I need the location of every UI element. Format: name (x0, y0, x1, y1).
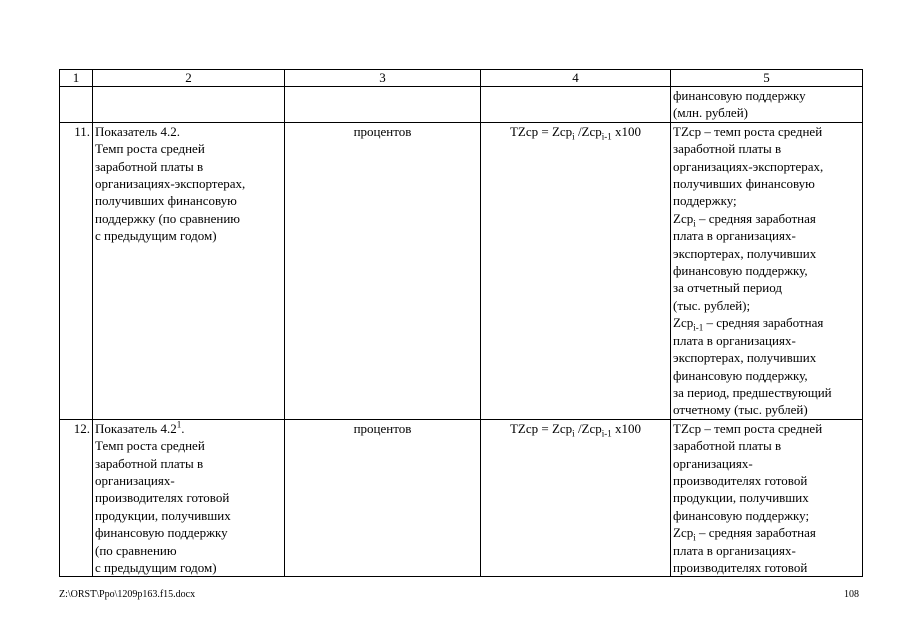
indicator-name-line: организациях- (95, 472, 175, 488)
desc-line: за период, предшествующий (673, 384, 832, 400)
desc-line (673, 524, 860, 541)
indicator-name-cell (93, 122, 285, 419)
desc-line: за отчетный период (673, 280, 782, 296)
desc-line: плата в организациях- (673, 228, 796, 244)
desc-part: – средняя заработная (703, 315, 824, 331)
indicator-name-line: с предыдущим годом) (95, 228, 217, 244)
formula-part: TZср = Zср (509, 123, 573, 139)
header-cell-2: 2 (93, 70, 285, 87)
indicator-name-line: заработной платы в (95, 455, 204, 471)
desc-line: заработной платы в (673, 141, 782, 157)
continuation-row (60, 87, 863, 123)
table-header-row (60, 70, 863, 87)
indicator-name-line: Темп роста средней (95, 438, 205, 454)
formula-part: /Zср (574, 420, 602, 436)
footer-page-number: 108 (844, 589, 859, 600)
formula-part: /Zср (574, 123, 602, 139)
desc-line: получивших финансовую (673, 176, 815, 192)
footer-file-path: Z:\ORST\Ppo\1209p163.f15.docx (59, 589, 196, 600)
title-part: Показатель 4.2 (95, 420, 177, 436)
indicator-name-line: Темп роста средней (95, 141, 205, 157)
indicator-name-cell (93, 419, 285, 577)
title-superscript: 1 (176, 419, 182, 430)
cont-cell-3 (285, 87, 481, 123)
desc-part: – средняя заработная (695, 210, 816, 226)
formula-part: x100 (611, 420, 642, 436)
indicator-name-line: организациях-экспортерах, (95, 176, 246, 192)
header-cell-1: 1 (60, 70, 93, 87)
desc-part: Zср (673, 210, 694, 226)
cont-cell-4 (481, 87, 671, 123)
desc-line: экспортерах, получивших (673, 245, 817, 261)
desc-line (673, 210, 860, 227)
cont-desc-line: (млн. рублей) (673, 105, 748, 121)
desc-line: плата в организациях- (673, 542, 796, 558)
desc-line: финансовую поддержку; (673, 507, 810, 523)
indicator-name-line: финансовую поддержку (95, 525, 228, 541)
cont-cell-5 (671, 87, 863, 123)
desc-line: TZср – темп роста средней (673, 420, 823, 436)
indicator-title: Показатель 4.2. (95, 123, 180, 139)
description-cell (671, 122, 863, 419)
desc-subscript: i (693, 218, 696, 229)
unit-cell: процентов (285, 419, 481, 577)
desc-line: поддержку; (673, 193, 737, 209)
indicator-name-line: поддержку (по сравнению (95, 210, 241, 226)
desc-part: Zср (673, 525, 694, 541)
desc-line: производителях готовой (673, 559, 808, 575)
desc-line: финансовую поддержку, (673, 367, 808, 383)
desc-line: финансовую поддержку, (673, 263, 808, 279)
title-part: . (181, 420, 185, 436)
formula-cell (481, 419, 671, 577)
desc-line: экспортерах, получивших (673, 350, 817, 366)
formula-subscript: i-1 (601, 131, 612, 142)
indicator-name-line: заработной платы в (95, 158, 204, 174)
indicator-name-line: производителях готовой (95, 490, 230, 506)
indicator-name-line: получивших финансовую (95, 193, 237, 209)
desc-part: – средняя заработная (695, 525, 816, 541)
desc-line (673, 314, 860, 331)
desc-line: продукции, получивших (673, 490, 809, 506)
formula-cell (481, 122, 671, 419)
description-cell (671, 419, 863, 577)
desc-line: (тыс. рублей); (673, 297, 751, 313)
desc-subscript: i-1 (693, 322, 704, 333)
formula-part: TZср = Zср (509, 420, 573, 436)
formula-subscript: i-1 (601, 428, 612, 439)
formula-subscript: i (572, 428, 575, 439)
desc-line: плата в организациях- (673, 332, 796, 348)
table-row-11 (60, 122, 863, 419)
row-number: 12. (60, 419, 93, 577)
header-cell-5: 5 (671, 70, 863, 87)
desc-line: организациях-экспортерах, (673, 158, 824, 174)
unit-cell: процентов (285, 122, 481, 419)
desc-line: отчетному (тыс. рублей) (673, 402, 808, 418)
desc-line: заработной платы в (673, 438, 782, 454)
desc-line: производителях готовой (673, 472, 808, 488)
cont-cell-2 (93, 87, 285, 123)
desc-line: TZср – темп роста средней (673, 123, 823, 139)
desc-line: организациях- (673, 455, 753, 471)
formula-part: x100 (611, 123, 642, 139)
cont-cell-1 (60, 87, 93, 123)
indicator-title (95, 420, 282, 437)
desc-subscript: i (693, 532, 696, 543)
table-row-12 (60, 419, 863, 577)
row-number: 11. (60, 122, 93, 419)
formula-subscript: i (572, 131, 575, 142)
header-cell-4: 4 (481, 70, 671, 87)
header-cell-3: 3 (285, 70, 481, 87)
indicator-name-line: продукции, получивших (95, 507, 231, 523)
document-table (59, 69, 863, 577)
indicator-name-line: с предыдущим годом) (95, 559, 217, 575)
indicator-name-line: (по сравнению (95, 542, 177, 558)
desc-part: Zср (673, 315, 694, 331)
cont-desc-line: финансовую поддержку (673, 88, 806, 103)
